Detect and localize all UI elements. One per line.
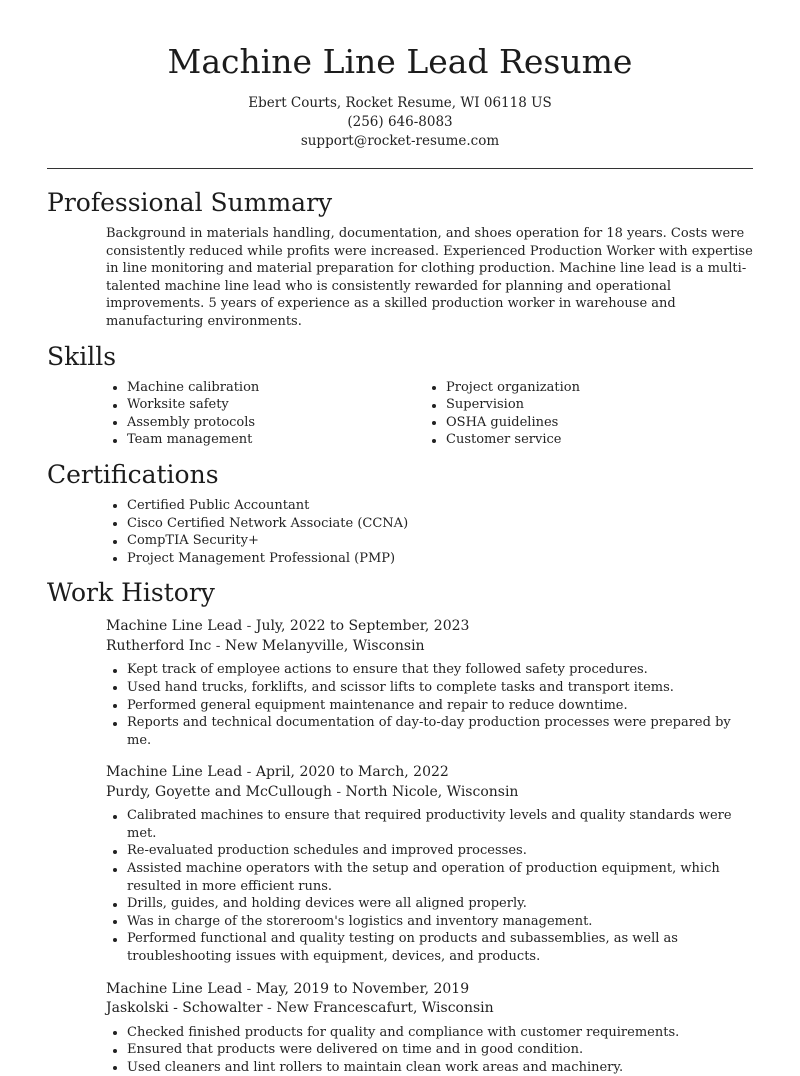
job-company: Purdy, Goyette and McCullough xyxy=(106,783,332,800)
certification-item: Cisco Certified Network Associate (CCNA) xyxy=(106,515,800,533)
job-company: Rutherford Inc xyxy=(106,637,212,654)
certifications-list xyxy=(106,497,800,567)
skills-list-left xyxy=(106,379,425,449)
skills-section xyxy=(0,341,800,449)
job-duty-item: Used cleaners and lint rollers to maintain clean work areas and machinery. xyxy=(106,1059,753,1076)
contact-phone: (256) 646-8083 xyxy=(347,114,453,130)
job-company-line: Purdy, Goyette and McCullough - North Nicole, Wisconsin xyxy=(106,783,519,800)
job-duty-item: Calibrated machines to ensure that required productivity levels and quality standards were met. xyxy=(106,807,753,842)
job-duties-list xyxy=(106,807,753,965)
job-title: Machine Line Lead xyxy=(106,618,243,635)
skill-item: Customer service xyxy=(425,431,744,449)
job-location: New Francescafurt, Wisconsin xyxy=(276,1000,494,1017)
job-duty-item: Kept track of employee actions to ensure that they followed safety procedures. xyxy=(106,661,753,679)
job-company-line: Jaskolski - Schowalter - New Francescafurt, Wisconsin xyxy=(106,1000,494,1017)
skill-item: Worksite safety xyxy=(106,396,425,414)
job-location: North Nicole, Wisconsin xyxy=(345,783,519,800)
job-duty-item: Was in charge of the storeroom's logistics and inventory management. xyxy=(106,913,753,931)
work-history-heading: Work History xyxy=(47,578,215,608)
certification-item: CompTIA Security+ xyxy=(106,532,800,550)
job-title-line: Machine Line Lead - July, 2022 to September, 2023 xyxy=(106,618,470,635)
certifications-section xyxy=(0,459,800,567)
contact-email: support@rocket-resume.com xyxy=(300,133,500,149)
skills-heading: Skills xyxy=(47,341,117,371)
summary-heading: Professional Summary xyxy=(47,188,333,217)
skill-item: Team management xyxy=(106,431,425,449)
job-duty-item: Used hand trucks, forklifts, and scissor lifts to complete tasks and transport items. xyxy=(106,679,753,697)
job-duties-list xyxy=(106,661,753,749)
job-duty-item: Reports and technical documentation of day-to-day production processes were prepared by me. xyxy=(106,714,753,749)
skill-item: OSHA guidelines xyxy=(425,414,744,432)
job-duty-item: Assisted machine operators with the setup and operation of production equipment, which resulted in more efficient runs. xyxy=(106,860,753,895)
job-entry xyxy=(106,763,753,965)
certification-item: Project Management Professional (PMP) xyxy=(106,550,800,568)
job-title-line: Machine Line Lead - May, 2019 to November, 2019 xyxy=(106,980,470,997)
skill-item: Assembly protocols xyxy=(106,414,425,432)
job-duty-item: Re-evaluated production schedules and improved processes. xyxy=(106,842,753,860)
job-entry xyxy=(106,617,753,749)
job-title: Machine Line Lead xyxy=(106,980,243,997)
job-duty-item: Checked finished products for quality and compliance with customer requirements. xyxy=(106,1024,753,1042)
job-duty-item: Performed functional and quality testing on products and subassemblies, as well as troubleshooting issues with equipment, devices, and products. xyxy=(106,930,753,965)
page-title: Machine Line Lead Resume xyxy=(167,42,633,81)
job-dates: May, 2019 to November, 2019 xyxy=(255,980,470,997)
job-entry xyxy=(106,980,753,1076)
skills-columns xyxy=(106,373,753,449)
job-duty-item: Ensured that products were delivered on time and in good condition. xyxy=(106,1041,753,1059)
skills-list-right xyxy=(425,379,744,449)
header-divider xyxy=(47,168,753,169)
job-duty-item: Performed general equipment maintenance and repair to reduce downtime. xyxy=(106,697,753,715)
certification-item: Certified Public Accountant xyxy=(106,497,800,515)
certifications-heading: Certifications xyxy=(47,459,219,489)
job-dates: April, 2020 to March, 2022 xyxy=(255,764,449,781)
summary-text: Background in materials handling, documentation, and shoes operation for 18 years. Costs were consistently reduced while profits were increased. Experienced Production Worker with expertise in line monitoring and material preparation for clothing production. Machine line lead is a multi-talented machine line lead who is consistently rewarded for planning and operational improvements. 5 years of experience as a skilled production worker in warehouse and manufacturing environments. xyxy=(106,226,753,329)
contact-address: Ebert Courts, Rocket Resume, WI 06118 US xyxy=(248,95,552,111)
job-title-line: Machine Line Lead - April, 2020 to March, 2022 xyxy=(106,764,449,781)
skill-item: Supervision xyxy=(425,396,744,414)
work-history-section xyxy=(0,577,800,1076)
summary-section xyxy=(0,187,800,331)
job-location: New Melanyville, Wisconsin xyxy=(224,637,425,654)
skill-item: Project organization xyxy=(425,379,744,397)
job-duty-item: Drills, guides, and holding devices were all aligned properly. xyxy=(106,895,753,913)
resume-header xyxy=(0,0,800,151)
job-company-line: Rutherford Inc - New Melanyville, Wisconsin xyxy=(106,637,425,654)
job-company: Jaskolski - Schowalter xyxy=(106,1000,263,1017)
job-duties-list xyxy=(106,1024,753,1076)
skill-item: Machine calibration xyxy=(106,379,425,397)
job-dates: July, 2022 to September, 2023 xyxy=(255,618,470,635)
job-title: Machine Line Lead xyxy=(106,764,243,781)
